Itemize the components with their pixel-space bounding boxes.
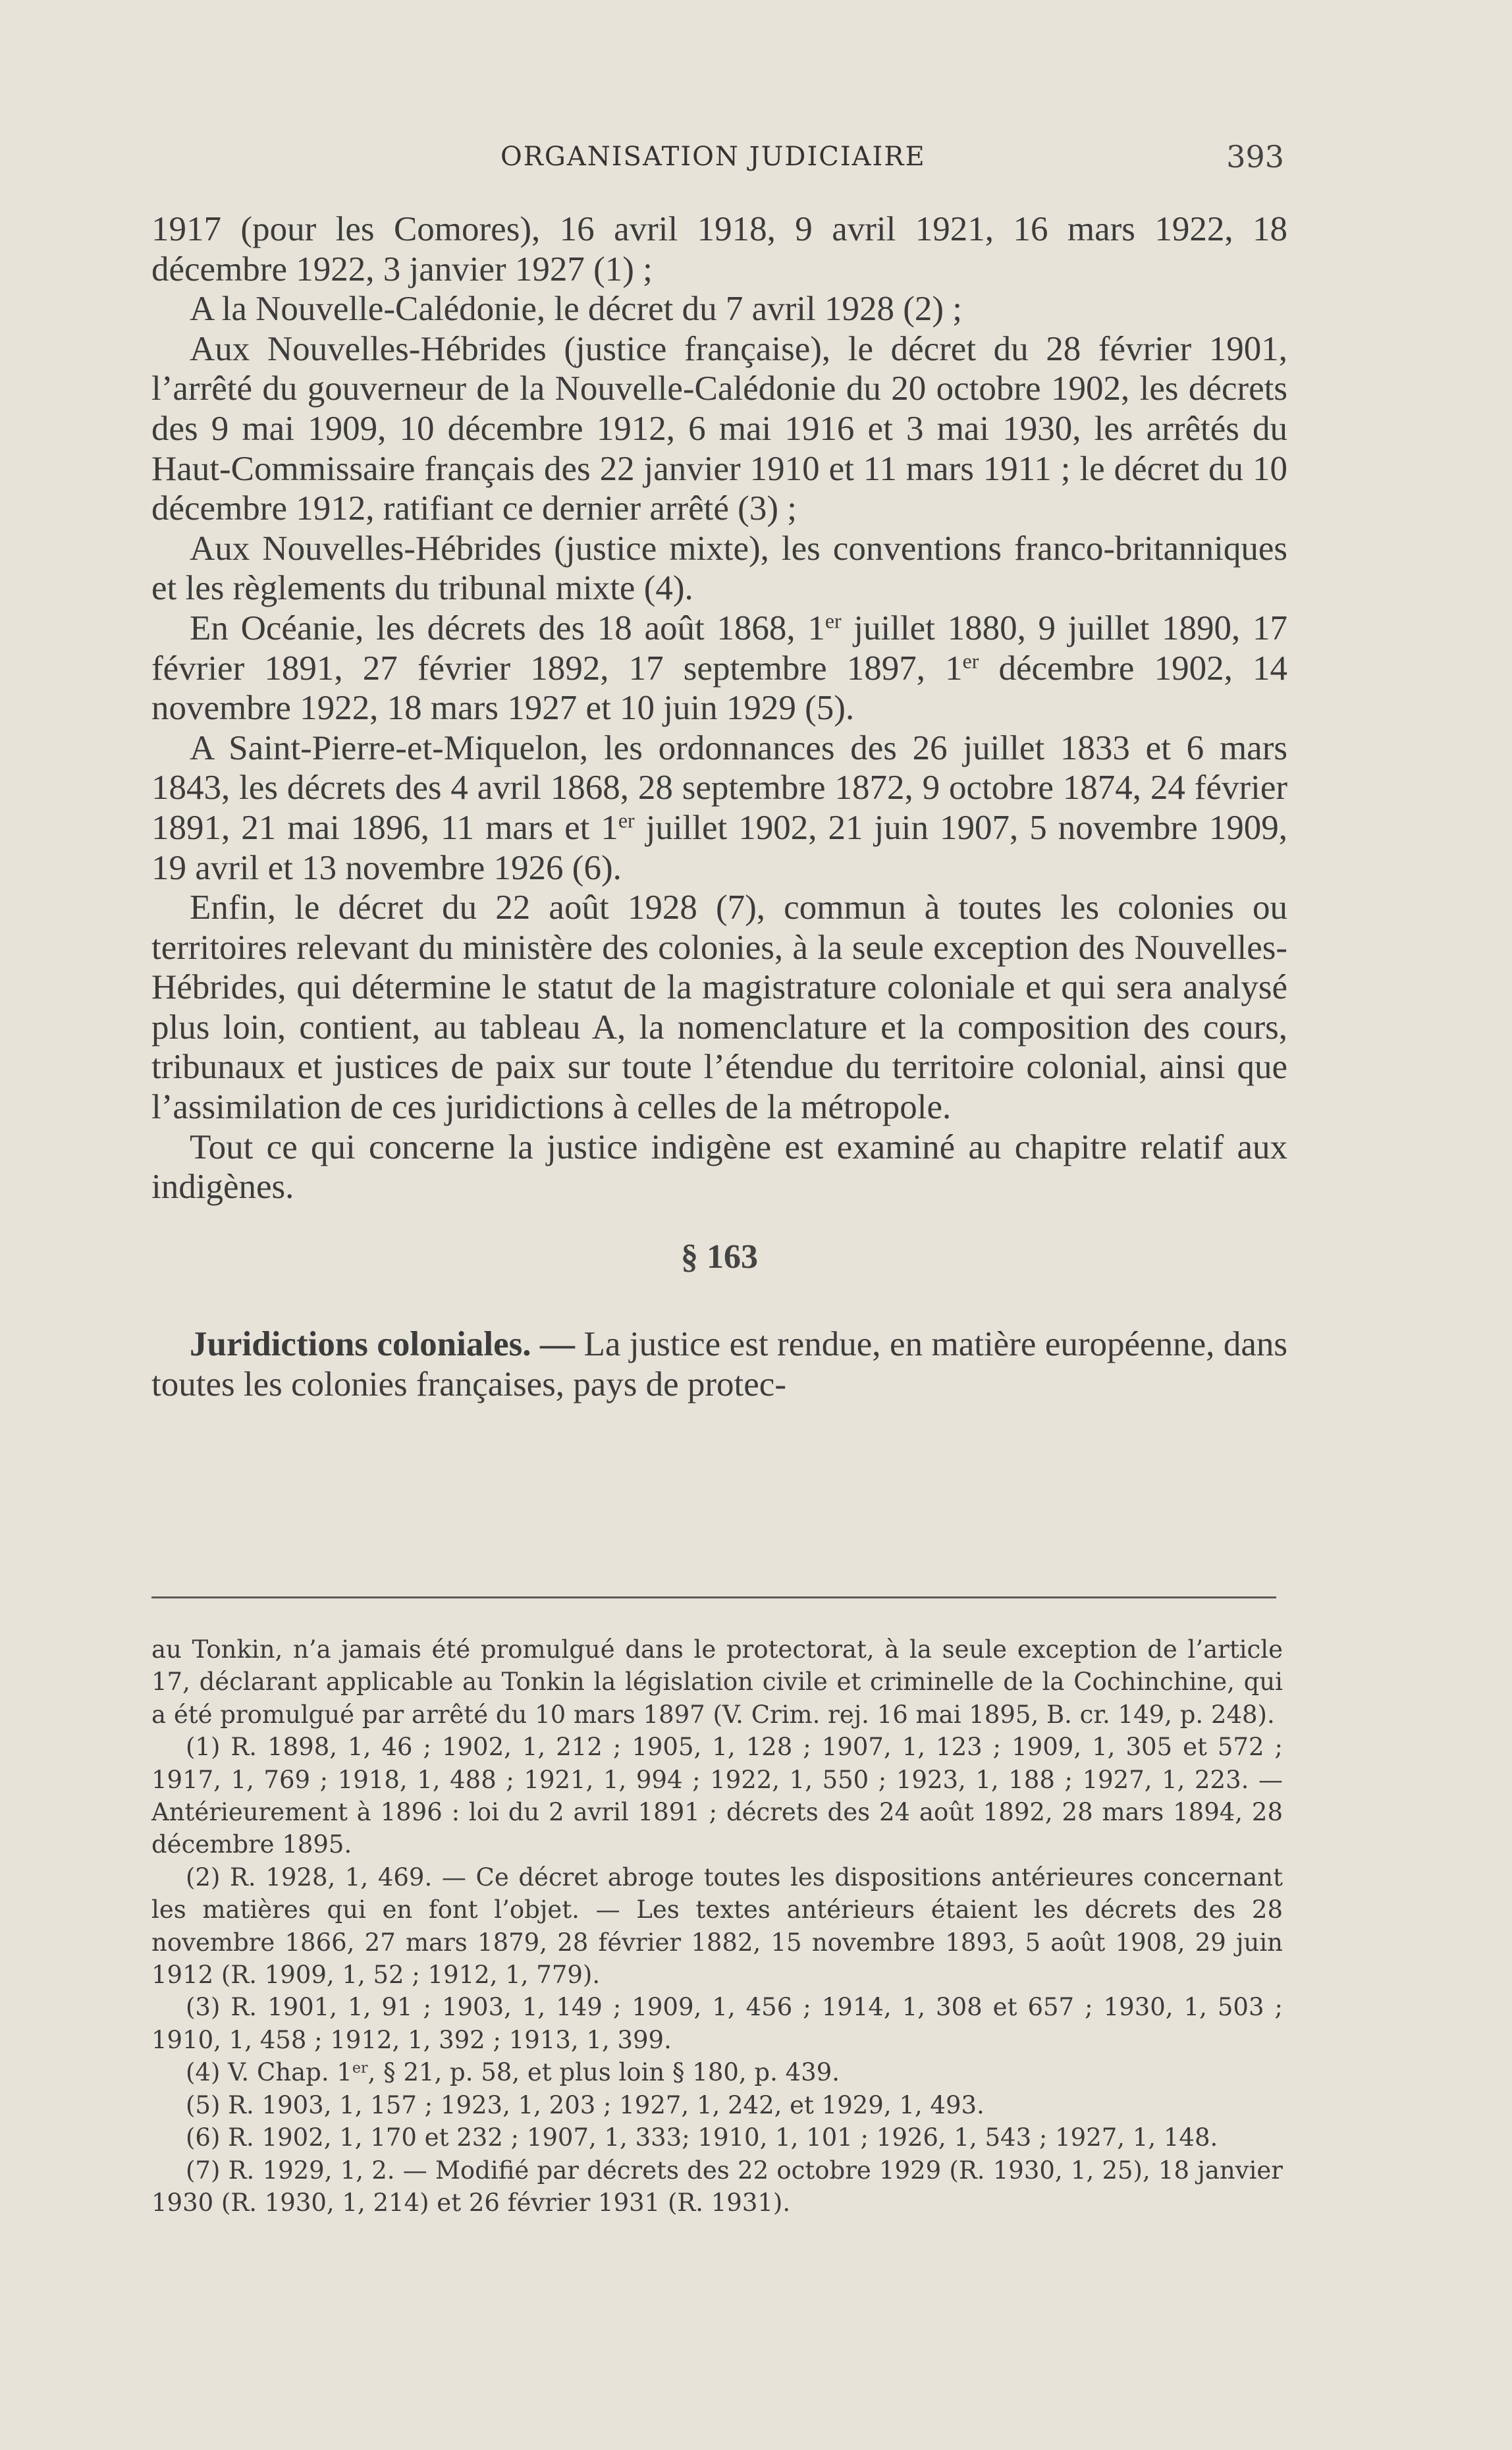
superscript: er (618, 809, 635, 832)
text-run: (4) V. Chap. 1 (186, 2058, 352, 2087)
footnote-3: (3) R. 1901, 1, 91 ; 1903, 1, 149 ; 1909, 1, 456 ; 1914, 1, 308 et 657 ; 1930, 1, 503 ; 1910, 1, 458 ; 1912, 1, 392 ; 1913, 1, 399. (151, 1993, 1283, 2054)
superscript: er (962, 649, 979, 673)
paragraph-justice-indigene: Tout ce qui concerne la justice indigène est examiné au chapitre relatif aux indigènes. (151, 1128, 1287, 1207)
footnote-6: (6) R. 1902, 1, 170 et 232 ; 1907, 1, 333; 1910, 1, 101 ; 1926, 1, 543 ; 1927, 1, 148. (186, 2123, 1218, 2152)
footnote-7: (7) R. 1929, 1, 2. — Modifié par décrets des 22 octobre 1929 (R. 1930, 1, 25), 18 janvier 1930 (R. 1930, 1, 214) et 26 février 1931 (R. 1931). (151, 2156, 1283, 2217)
footnote-4 (151, 2056, 1283, 2088)
page-header (151, 137, 1284, 177)
paragraph-comores: 1917 (pour les Comores), 16 avril 1918, 9 avril 1921, 16 mars 1922, 18 décembre 1922, 3 janvier 1927 (1) ; (151, 210, 1287, 288)
paragraph-nouvelles-hebrides-mixte: Aux Nouvelles-Hébrides (justice mixte), les conventions franco-britanniques et les règlements du tribunal mixte (4). (151, 529, 1287, 608)
superscript: er (824, 609, 842, 633)
superscript: er (352, 2059, 368, 2077)
footnote-5: (5) R. 1903, 1, 157 ; 1923, 1, 203 ; 1927, 1, 242, et 1929, 1, 493. (186, 2090, 985, 2119)
section-heading: § 163 (681, 1238, 758, 1276)
paragraph-saint-pierre-miquelon (151, 728, 1287, 888)
text-run: A Saint-Pierre-et-Miquelon, les ordonnances des 26 juillet 1833 et 6 mars 1843, les décrets des 4 avril 1868, 28 septembre 1872, 9 octobre 1874, 24 février 1891, 21 mai 1896, 11 mars et 1 (151, 728, 1287, 847)
main-text (151, 209, 1287, 1405)
footnotes (151, 1633, 1283, 2219)
footnote-2: (2) R. 1928, 1, 469. — Ce décret abroge toutes les dispositions antérieures concernant les matières qui en font l’objet. — Les textes antérieurs étaient les décrets des 28 novembre 1866, 27 mars 1879, 28 février 1882, 15 novembre 1893, 5 août 1908, 29 juin 1912 (R. 1909, 1, 52 ; 1912, 1, 779). (151, 1863, 1283, 1990)
page-number: 393 (1226, 139, 1284, 175)
paragraph-nouvelles-hebrides-francaise: Aux Nouvelles-Hébrides (justice française), le décret du 28 février 1901, l’arrêté du gouverneur de la Nouvelle-Calédonie du 20 octobre 1902, les décrets des 9 mai 1909, 10 décembre 1912, 6 mai 1916 et 3 mai 1930, les arrêtés du Haut-Commissaire français des 22 janvier 1910 et 11 mars 1911 ; le décret du 10 décembre 1912, ratifiant ce dernier arrêté (3) ; (151, 329, 1287, 528)
text-run: En Océanie, les décrets des 18 août 1868, 1 (190, 609, 825, 647)
text-run: juillet 1880, 9 juillet 1890, 17 février 1891, 27 février 1892, 17 septembre 1897, 1 (151, 609, 1287, 688)
running-head: ORGANISATION JUDICIAIRE (500, 142, 926, 172)
text-run: La justice est rendue, en matière européenne, dans toutes les colonies françaises, pays de protec- (151, 1325, 1287, 1404)
footnote-continued: au Tonkin, n’a jamais été promulgué dans le protectorat, à la seule exception de l’article 17, déclarant applicable au Tonkin la législation civile et criminelle de la Cochinchine, qui a été promulgué par arrêté du 10 mars 1897 (V. Crim. rej. 16 mai 1895, B. cr. 149, p. 248). (151, 1635, 1283, 1729)
text-run: , § 21, p. 58, et plus loin § 180, p. 439. (367, 2058, 840, 2087)
text-run: juillet 1902, 21 juin 1907, 5 novembre 1909, 19 avril et 13 novembre 1926 (6). (151, 808, 1287, 887)
paragraph-nouvelle-caledonie: A la Nouvelle-Calédonie, le décret du 7 avril 1928 (2) ; (190, 290, 962, 329)
paragraph-juridictions-coloniales (151, 1324, 1287, 1404)
run-in-heading: Juridictions coloniales. — (190, 1325, 575, 1364)
footnote-rule (151, 1596, 1276, 1598)
footnote-1: (1) R. 1898, 1, 46 ; 1902, 1, 212 ; 1905, 1, 128 ; 1907, 1, 123 ; 1909, 1, 305 et 572 ; 1917, 1, 769 ; 1918, 1, 488 ; 1921, 1, 994 ; 1922, 1, 550 ; 1923, 1, 188 ; 1927, 1, 223. — Antérieurement à 1896 : loi du 2 avril 1891 ; décrets des 24 août 1892, 28 mars 1894, 28 décembre 1895. (151, 1733, 1283, 1859)
text-run: décembre 1902, 14 novembre 1922, 18 mars 1927 et 10 juin 1929 (5). (151, 649, 1287, 728)
paragraph-oceanie (151, 609, 1287, 728)
paragraph-decret-1928: Enfin, le décret du 22 août 1928 (7), commun à toutes les colonies ou territoires relevant du ministère des colonies, à la seule exception des Nouvelles-Hébrides, qui détermine le statut de la magistrature coloniale et qui sera analysé plus loin, contient, au tableau A, la nomenclature et la composition des cours, tribunaux et justices de paix sur toute l’étendue du territoire colonial, ainsi que l’assimilation de ces juridictions à celles de la métropole. (151, 888, 1287, 1127)
